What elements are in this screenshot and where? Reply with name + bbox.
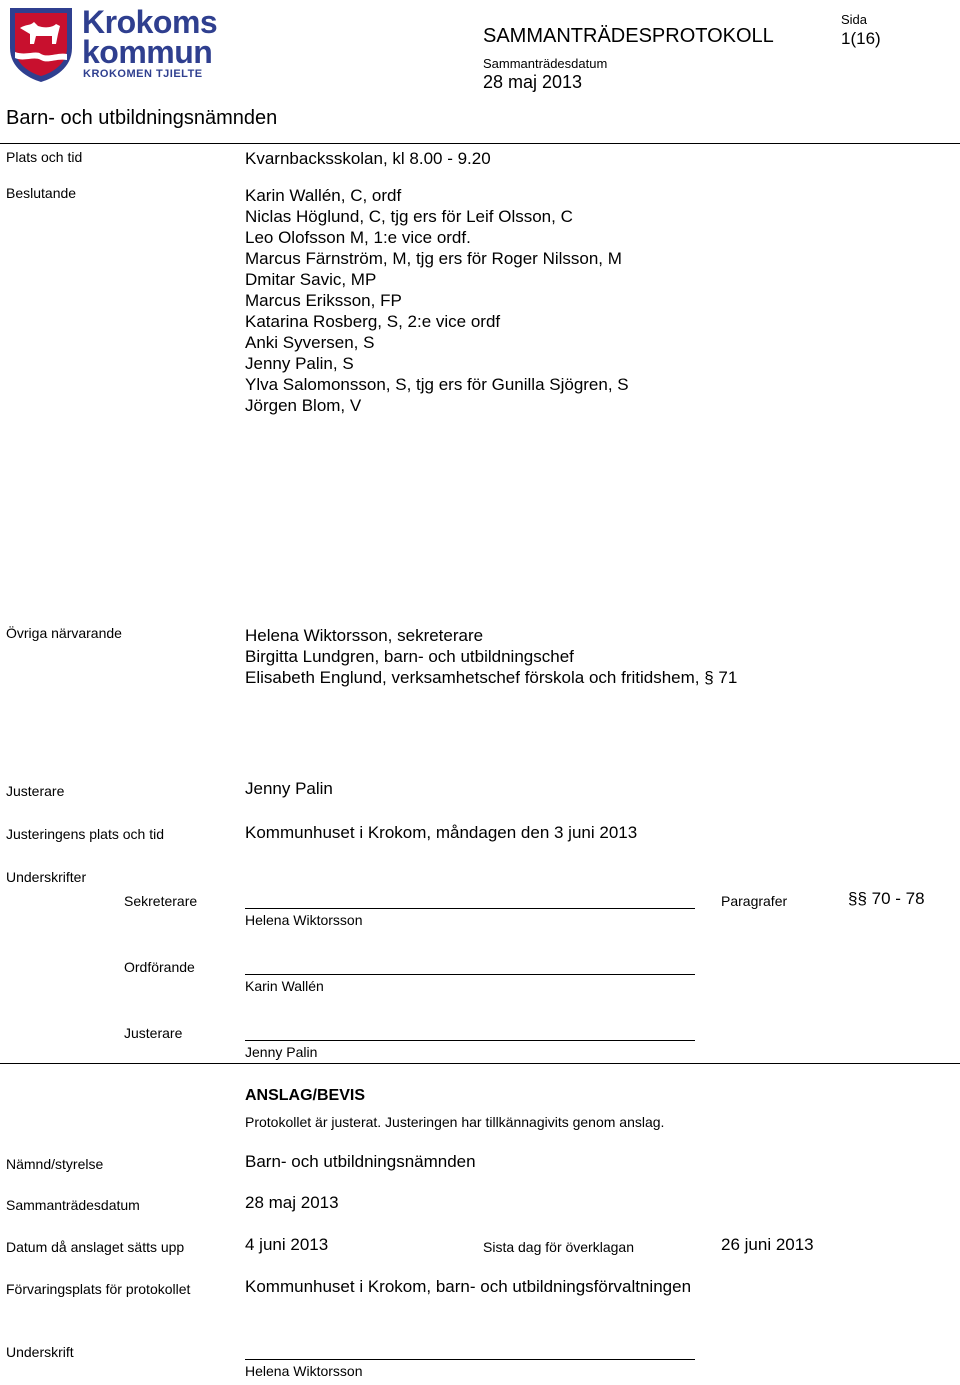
other-member: Elisabeth Englund, verksamhetschef förskola och fritidshem, § 71 bbox=[245, 668, 738, 687]
logo-tagline: KROKOMEN TJIELTE bbox=[83, 68, 203, 80]
page-label: Sida bbox=[841, 12, 868, 27]
other-member: Helena Wiktorsson, sekreterare bbox=[245, 626, 484, 645]
notice-text: Protokollet är justerat. Justeringen har tillkännagivits genom anslag. bbox=[245, 1114, 665, 1130]
header-divider bbox=[0, 143, 960, 144]
others-list bbox=[245, 625, 737, 688]
chair-label: Ordförande bbox=[124, 959, 195, 975]
others-label: Övriga närvarande bbox=[6, 625, 122, 641]
municipality-logo bbox=[6, 4, 218, 84]
deciding-member: Katarina Rosberg, S, 2:e vice ordf bbox=[245, 312, 501, 331]
notice-posted-value: 4 juni 2013 bbox=[245, 1235, 329, 1254]
notice-divider bbox=[0, 1063, 960, 1064]
adjuster-label: Justerare bbox=[6, 783, 65, 799]
place-value: Kvarnbacksskolan, kl 8.00 - 9.20 bbox=[245, 149, 491, 168]
notice-posted-label: Datum då anslaget sätts upp bbox=[6, 1239, 185, 1255]
notice-storage-label: Förvaringsplats för protokollet bbox=[6, 1281, 191, 1297]
deciding-member: Jörgen Blom, V bbox=[245, 396, 362, 415]
board-title: Barn- och utbildningsnämnden bbox=[6, 107, 278, 129]
adjuster-value: Jenny Palin bbox=[245, 779, 333, 798]
place-label: Plats och tid bbox=[6, 149, 83, 165]
deciding-member: Anki Syversen, S bbox=[245, 333, 375, 352]
deciding-member: Dmitar Savic, MP bbox=[245, 270, 377, 289]
chair-signature-line bbox=[245, 974, 695, 975]
notice-appeal-value: 26 juni 2013 bbox=[721, 1235, 814, 1254]
notice-signature-line bbox=[245, 1359, 695, 1360]
secretary-signature-line bbox=[245, 908, 695, 909]
deciding-member: Ylva Salomonsson, S, tjg ers för Gunilla Sjögren, S bbox=[245, 375, 629, 394]
signatures-label: Underskrifter bbox=[6, 869, 87, 885]
deciding-member: Karin Wallén, C, ordf bbox=[245, 186, 402, 205]
secretary-name: Helena Wiktorsson bbox=[245, 912, 363, 928]
deciding-member: Leo Olofsson M, 1:e vice ordf. bbox=[245, 228, 471, 247]
deciding-member: Jenny Palin, S bbox=[245, 354, 354, 373]
deciding-label: Beslutande bbox=[6, 185, 77, 201]
notice-board-value: Barn- och utbildningsnämnden bbox=[245, 1152, 476, 1171]
meeting-date: 28 maj 2013 bbox=[483, 72, 583, 92]
meeting-date-label: Sammanträdesdatum bbox=[483, 56, 608, 71]
secretary-label: Sekreterare bbox=[124, 893, 198, 909]
deciding-list bbox=[245, 185, 629, 416]
coat-of-arms-icon bbox=[6, 4, 76, 84]
notice-appeal-label: Sista dag för överklagan bbox=[483, 1239, 634, 1255]
deciding-member: Niclas Höglund, C, tjg ers för Leif Olsson, C bbox=[245, 207, 573, 226]
other-member: Birgitta Lundgren, barn- och utbildningschef bbox=[245, 647, 574, 666]
notice-title: ANSLAG/BEVIS bbox=[245, 1087, 366, 1104]
logo-name-line1: Krokoms bbox=[82, 4, 218, 40]
adjuster-signature-line bbox=[245, 1040, 695, 1041]
adjust-place-label: Justeringens plats och tid bbox=[6, 826, 164, 842]
chair-name: Karin Wallén bbox=[245, 978, 324, 994]
adjust-place-value: Kommunhuset i Krokom, måndagen den 3 juni 2013 bbox=[245, 823, 638, 842]
notice-date-label: Sammanträdesdatum bbox=[6, 1197, 140, 1213]
deciding-member: Marcus Eriksson, FP bbox=[245, 291, 402, 310]
notice-date-value: 28 maj 2013 bbox=[245, 1193, 339, 1212]
document-type: SAMMANTRÄDESPROTOKOLL bbox=[483, 25, 774, 47]
logo-name-line2: kommun bbox=[82, 34, 213, 70]
paragraphs-label: Paragrafer bbox=[721, 893, 788, 909]
deciding-member: Marcus Färnström, M, tjg ers för Roger Nilsson, M bbox=[245, 249, 622, 268]
notice-storage-value: Kommunhuset i Krokom, barn- och utbildningsförvaltningen bbox=[245, 1277, 692, 1296]
notice-board-label: Nämnd/styrelse bbox=[6, 1156, 104, 1172]
adjuster-signature-name: Jenny Palin bbox=[245, 1044, 318, 1060]
page-number: 1(16) bbox=[841, 29, 881, 48]
adjuster-signature-label: Justerare bbox=[124, 1025, 183, 1041]
notice-signature-label: Underskrift bbox=[6, 1344, 74, 1360]
paragraphs-value: §§ 70 - 78 bbox=[848, 889, 925, 908]
notice-signature-name: Helena Wiktorsson bbox=[245, 1363, 363, 1379]
